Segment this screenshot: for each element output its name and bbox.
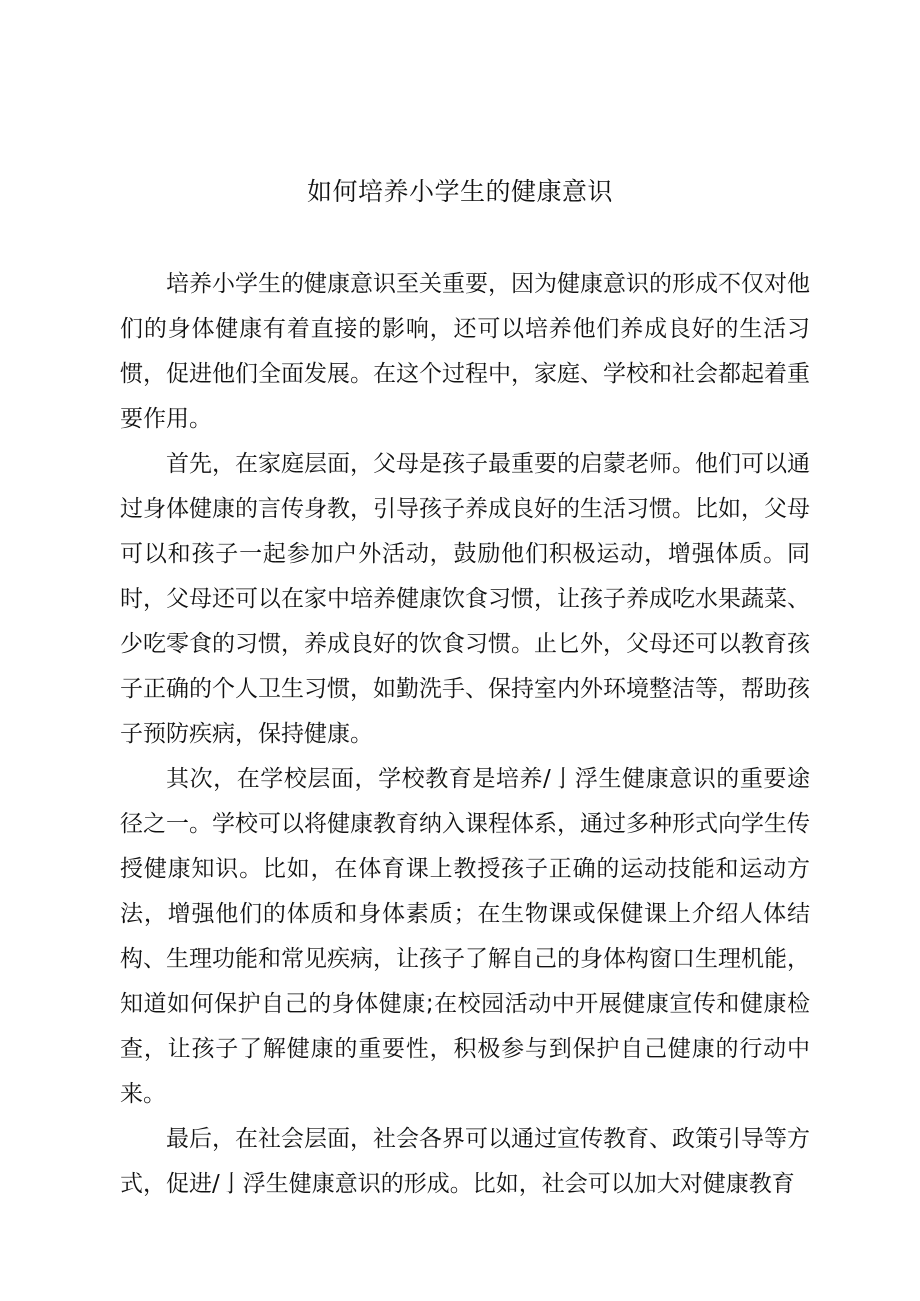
paragraph-family: 首先，在家庭层面，父母是孩子最重要的启蒙老师。他们可以通过身体健康的言传身教，引导孩子养成良好的生活习惯。比如，父母可以和孩子一起参加户外活动，鼓励他们积极运动，增强体质。同时，父母还可以在家中培养健康饮食习惯，让孩子养成吃水果蔬菜、少吃零食的习惯，养成良好的饮食习惯。止匕外，父母还可以教育孩子正确的个人卫生习惯，如勤洗手、保持室内外环境整洁等，帮助孩子预防疾病，保持健康。	[120, 451, 810, 747]
paragraph-school: 其次，在学校层面，学校教育是培养/亅浮生健康意识的重要途径之一。学校可以将健康教育纳入课程体系，通过多种形式向学生传授健康知识。比如，在体育课上教授孩子正确的运动技能和运动方法，增强他们的体质和身体素质；在生物课或保健课上介绍人体结构、生理功能和常见疾病，让孩子了解自己的身体构窗口生理机能，知道如何保护自己的身体健康;在校园活动中开展健康宣传和健康检查，让孩子了解健康的重要性，积极参与到保护自己健康的行动中来。	[120, 766, 810, 1107]
document-title: 如何培养小学生的健康意识	[306, 177, 613, 206]
document-body	[120, 262, 810, 1207]
paragraph-society: 最后，在社会层面，社会各界可以通过宣传教育、政策引导等方式，促进/亅浮生健康意识的形成。比如，社会可以加大对健康教育	[120, 1126, 810, 1197]
paragraph-intro: 培养小学生的健康意识至关重要，因为健康意识的形成不仅对他们的身体健康有着直接的影响，还可以培养他们养成良好的生活习惯，促进他们全面发展。在这个过程中，家庭、学校和社会都起着重要作用。	[120, 271, 810, 432]
